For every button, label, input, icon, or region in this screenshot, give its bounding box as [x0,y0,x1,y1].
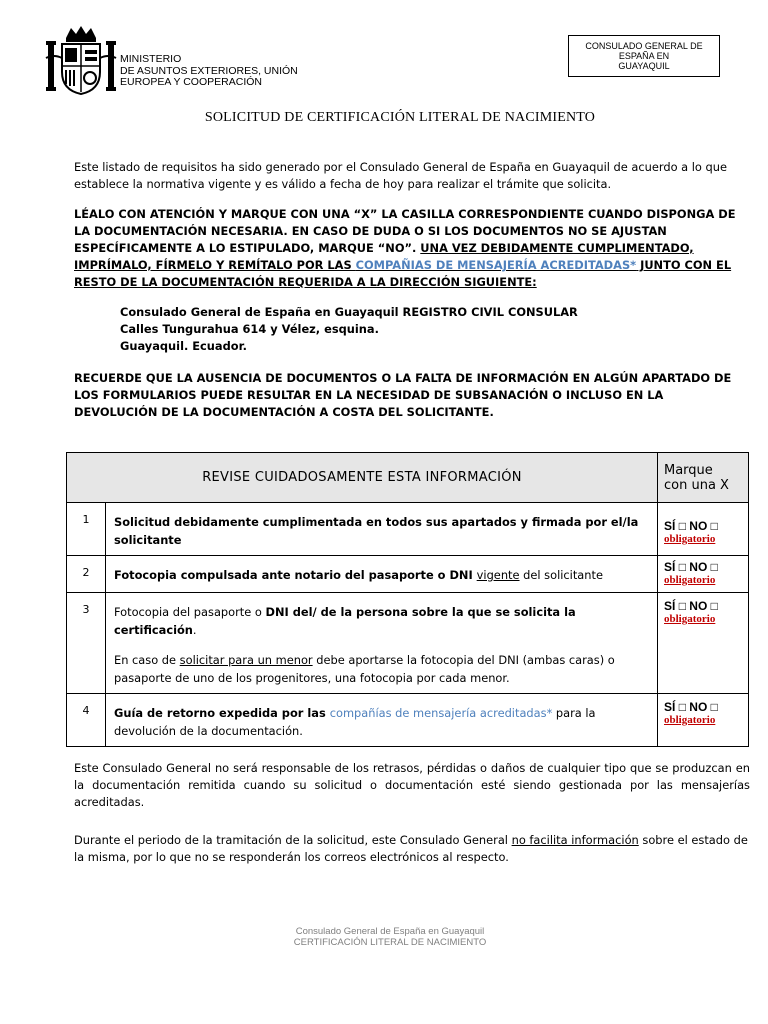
instructions-paragraph [74,206,750,291]
row-number: 1 [67,503,106,556]
required-label: obligatorio [664,574,716,586]
address-line: Consulado General de España en Guayaquil REGISTRO CIVIL CONSULAR [120,305,578,319]
consulate-box [568,35,720,77]
row-number: 4 [67,694,106,747]
table-row [67,503,749,556]
ministry-line: DE ASUNTOS EXTERIORES, UNIÓN [120,64,298,77]
consulate-line: ESPAÑA EN [618,51,670,61]
checkbox-yes[interactable]: □ [678,560,686,574]
checkbox-no[interactable]: □ [710,560,718,574]
required-label: obligatorio [664,714,716,726]
table-header-mark: Marque con una X [658,453,749,503]
address-line: Calles Tungurahua 614 y Vélez, esquina. [120,322,379,336]
document-title: SOLICITUD DE CERTIFICACIÓN LITERAL DE NACIMIENTO [204,110,596,125]
row-description: Fotocopia compulsada ante notario del pasaporte o DNI vigente del solicitante [106,556,658,593]
spain-coat-of-arms-icon [44,24,118,98]
consulate-line: GUAYAQUIL [618,61,670,71]
page-footer [0,926,768,948]
checkbox-yes[interactable]: □ [678,519,686,533]
courier-companies-link[interactable]: COMPAÑIAS DE MENSAJERÍA ACREDITADAS* [355,258,637,272]
address-line: Guayaquil. Ecuador. [120,339,247,353]
processing-paragraph: Durante el periodo de la tramitación de la solicitud, este Consulado General no facilita información sobre el estado de la misma, por lo que no se responderán los correos electrónicos al respecto. [74,833,748,864]
mark-cell [658,556,749,593]
row-number: 2 [67,556,106,593]
checkbox-yes[interactable]: □ [678,599,686,613]
ministry-line: EUROPEA Y COOPERACIÓN [120,76,262,88]
mailing-address [120,304,768,355]
disclaimer-paragraph: Este Consulado General no será responsable de los retrasos, pérdidas o daños de cualquier tipo que se produzcan en la documentación remitida cuando su solicitud o documentación esté siendo gestionada por las mensajerías acreditadas. [74,761,750,809]
row-number: 3 [67,593,106,694]
consulate-line: CONSULADO GENERAL DE [585,41,703,51]
mark-cell [658,503,749,556]
warning-paragraph: RECUERDE QUE LA AUSENCIA DE DOCUMENTOS O LA FALTA DE INFORMACIÓN EN ALGÚN APARTADO DE LOS FORMULARIOS PUEDE RESULTAR EN LA NECESIDAD DE SUBSANACIÓN O INCLUSO EN LA DEVOLUCIÓN DE LA DOCUMENTACIÓN A COSTA DEL SOLICITANTE. [74,371,732,419]
requirements-table [66,452,749,747]
mark-cell [658,694,749,747]
table-row [67,556,749,593]
footer-line: CERTIFICACIÓN LITERAL DE NACIMIENTO [293,937,487,948]
row-description: Guía de retorno expedida por las compañías de mensajería acreditadas* para la devolución de la documentación. [106,694,658,747]
row-description: Solicitud debidamente cumplimentada en todos sus apartados y firmada por el/la solicitante [106,503,658,556]
row-description: Fotocopia del pasaporte o DNI del/ de la persona sobre la que se solicita la certificación. En caso de solicitar para un menor debe aportarse la fotocopia del DNI (ambas caras) o pasaporte de uno de los progenitores, una fotocopia por cada menor. [106,593,658,694]
ministry-name [120,54,298,89]
required-label: obligatorio [664,613,716,625]
mark-cell [658,593,749,694]
checkbox-no[interactable]: □ [710,519,718,533]
courier-companies-link[interactable]: compañías de mensajería acreditadas* [329,706,553,720]
yes-no-checkboxes[interactable]: SÍ □ NO □ [664,519,718,533]
instructions-underlined: UNA VEZ DEBIDAMENTE CUMPLIMENTADO, IMPRÍMALO, FÍRMELO Y REMÍTALO POR LAS COMPAÑIAS DE MENSAJERÍA ACREDITADAS* JUNTO CON EL RESTO DE LA DOCUMENTACIÓN REQUERIDA A LA DIRECCIÓN SIGUIENTE: [74,241,732,289]
checkbox-no[interactable]: □ [710,599,718,613]
table-row [67,694,749,747]
intro-paragraph: Este listado de requisitos ha sido generado por el Consulado General de España en Guayaquil de acuerdo a lo que establece la normativa vigente y es válido a fecha de hoy para realizar el trámite que solicita. [74,160,727,191]
instructions-text: LÉALO CON ATENCIÓN Y MARQUE CON UNA “X” LA CASILLA CORRESPONDIENTE CUANDO DISPONGA DE LA DOCUMENTACIÓN NECESARIA. EN CASO DE DUDA O SI LOS DOCUMENTOS NO SE AJUSTAN ESPECÍFICAMENTE A LO ESTIPULADO, MARQUE “NO”. [74,207,736,255]
yes-no-checkboxes[interactable]: SÍ □ NO □ [664,560,718,574]
ministry-line: MINISTERIO [120,53,182,65]
required-label: obligatorio [664,533,716,545]
row-note: En caso de solicitar para un menor debe aportarse la fotocopia del DNI (ambas caras) o pasaporte de uno de los progenitores, una fotocopia por cada menor. [114,653,615,685]
checkbox-yes[interactable]: □ [678,700,686,714]
yes-no-checkboxes[interactable]: SÍ □ NO □ [664,599,718,613]
checkbox-no[interactable]: □ [710,700,718,714]
table-header-main: REVISE CUIDADOSAMENTE ESTA INFORMACIÓN [67,453,658,503]
table-row [67,593,749,694]
footer-line: Consulado General de España en Guayaquil [295,926,485,937]
yes-no-checkboxes[interactable]: SÍ □ NO □ [664,700,718,714]
